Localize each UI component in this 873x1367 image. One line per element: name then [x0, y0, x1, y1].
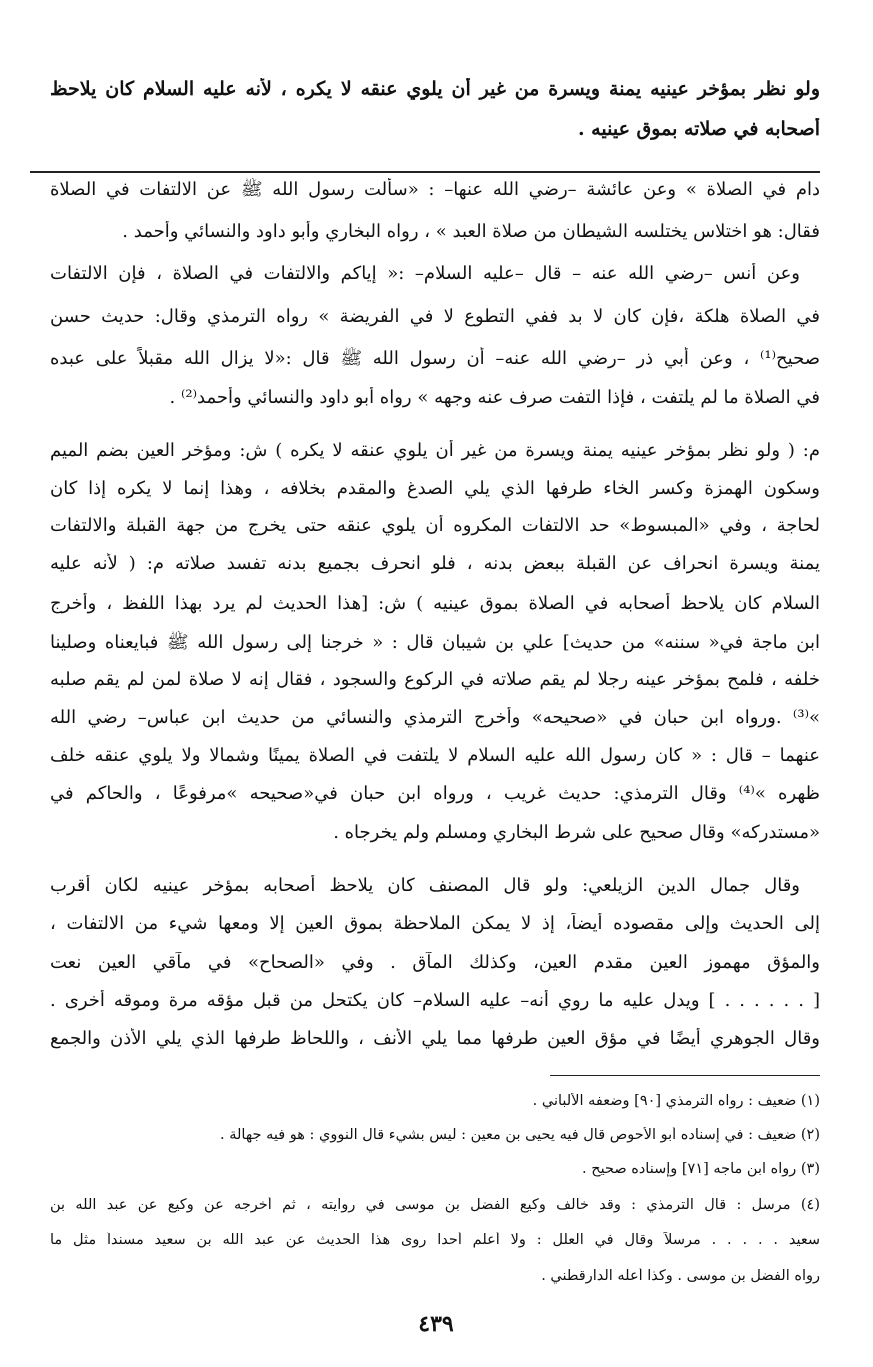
commentary-line: ابن ماجة في« سننه» من حديث] علي بن شيبان قال : « خرجنا إلى رسول الله ﷺ فبايعناه وصلينا: [50, 632, 820, 653]
footnote-line: (٢) ضعيف : في إسناده أبو الأحوص قال فيه يحيى بن معين : ليس بشيء قال النووي : هو فيه جهالة .: [219, 1127, 820, 1143]
footnote-line: سعيد . . . . . مرسلاً وقال في العلل : ولا أعلم أحدا روى هذا الحديث عن عبد الله بن سعيد مسنداً مثل ما: [50, 1232, 820, 1248]
commentary-line: «مستدركه» وقال صحيح على شرط البخاري ومسلم ولم يخرجاه .: [333, 822, 820, 843]
commentary-line: وقال الجوهري أيضًا في مؤق العين طرفها مما يلي الأنف ، واللحاظ طرفها الذي يلي الأذن والجمع: [50, 1028, 820, 1049]
commentary-line: »⁽³⁾ .ورواه ابن حبان في «صحيحه» وأخرج الترمذي والنسائي من حديث ابن عباس– رضي الله: [50, 707, 820, 728]
commentary-line: خلفه ، فلمح بمؤخر عينه رجلا لم يقم صلاته في الركوع والسجود ، فقال إنه لا صلاة لمن لم يقم صلبه: [50, 669, 820, 690]
commentary-line: يمنة ويسرة انحراف عن القبلة ببعض بدنه ، فلو انحرف بجميع بدنه تفسد صلاته م: ( لأنه عليه: [50, 553, 820, 574]
commentary-line: م: ( ولو نظر بمؤخر عينيه يمنة ويسرة من غير أن يلوي عنقه لا يكره ) ش: ومؤخر العين بضم الميم: [50, 440, 820, 461]
commentary-line: فقال: هو اختلاس يختلسه الشيطان من صلاة العبد » ، رواه البخاري وأبو داود والنسائي وأحمد .: [122, 221, 820, 242]
page-number: ٤٣٩: [418, 1311, 454, 1337]
commentary-line: وقال جمال الدين الزيلعي: ولو قال المصنف كان يلاحظ أصحابه بمؤخر عينيه لكان أقرب: [50, 875, 800, 896]
commentary-line: [ . . . . . . ] ويدل عليه ما روي أنه– عليه السلام– كان يكتحل من قبل مؤقه مرة وموقه أخرى .: [50, 990, 820, 1011]
footnote-line: رواه الفضل بن موسى . وكذا أعله الدارقطني .: [541, 1268, 820, 1284]
footnote-line: (١) ضعيف : رواه الترمذي [٩٠] وضعفه الألباني .: [532, 1093, 820, 1109]
commentary-line: السلام كان يلاحظ أصحابه في الصلاة بموق عينيه ) ش: [هذا الحديث لم يرد بهذا اللفظ ، وأخرج: [50, 593, 820, 614]
commentary-line: وعن أنس –رضي الله عنه – قال –عليه السلام– :« إياكم والالتفات في الصلاة ، فإن الالتفات: [50, 263, 800, 284]
commentary-line: ظهره »⁽⁴⁾ وقال الترمذي: حديث غريب ، ورواه ابن حبان في«صحيحه »مرفوعًا ، والحاكم في: [50, 783, 820, 804]
commentary-line: وسكون الهمزة وكسر الخاء طرفها الذي يلي الصدغ والمقدم بخلافه ، وهذا إنما لا يكره إذا كان: [50, 478, 820, 499]
commentary-line: عنهما – قال : « كان رسول الله عليه السلام لا يلتفت في الصلاة يمينًا وشمالا ولا يلوي عنقه خلف: [50, 745, 820, 766]
main-text-line: أصحابه في صلاته بموق عينيه .: [577, 118, 820, 140]
commentary-line: في الصلاة ما لم يلتفت ، فإذا التفت صرف عنه وجهه » رواه أبو داود والنسائي وأحمد⁽²⁾ .: [169, 387, 820, 408]
footnote-divider: [550, 1075, 820, 1076]
commentary-line: إلى الحديث وإلى مقصوده أيضاً، إذ لا يمكن الملاحظة بموق العين إلا ومعها شيء من الالتفات ،: [50, 913, 820, 934]
commentary-line: في الصلاة هلكة ،فإن كان لا بد ففي التطوع لا في الفريضة » رواه الترمذي وقال: حديث حسن: [50, 306, 820, 327]
book-page: [50, 0, 820, 1367]
header-divider: [30, 171, 820, 173]
commentary-line: دام في الصلاة » وعن عائشة –رضي الله عنها– : «سألت رسول الله ﷺ عن الالتفات في الصلاة: [50, 179, 820, 200]
commentary-line: لحاجة ، وفي «المبسوط» حد الالتفات المكروه أن يلوي عنقه حتى يخرج من جهة القبلة والالتفات: [50, 515, 820, 536]
commentary-line: والمؤق مهموز العين مقدم العين، وكذلك المآق . وفي «الصحاح» في مآقي العين نعت: [50, 952, 820, 973]
footnote-line: (٣) رواه ابن ماجه [٧١] وإسناده صحيح .: [582, 1161, 820, 1177]
main-text-line: ولو نظر بمؤخر عينيه يمنة ويسرة من غير أن يلوي عنقه لا يكره ، لأنه عليه السلام كان يلاحظ: [50, 78, 820, 100]
footnote-line: (٤) مرسل : قال الترمذي : وقد خالف وكيع الفضل بن موسى في روايته ، ثم أخرجه عن وكيع عن عبد الله بن: [50, 1197, 820, 1213]
commentary-line: صحيح⁽¹⁾ ، وعن أبي ذر –رضي الله عنه– أن رسول الله ﷺ قال :«لا يزال الله مقبلاً على عبده: [50, 348, 820, 369]
